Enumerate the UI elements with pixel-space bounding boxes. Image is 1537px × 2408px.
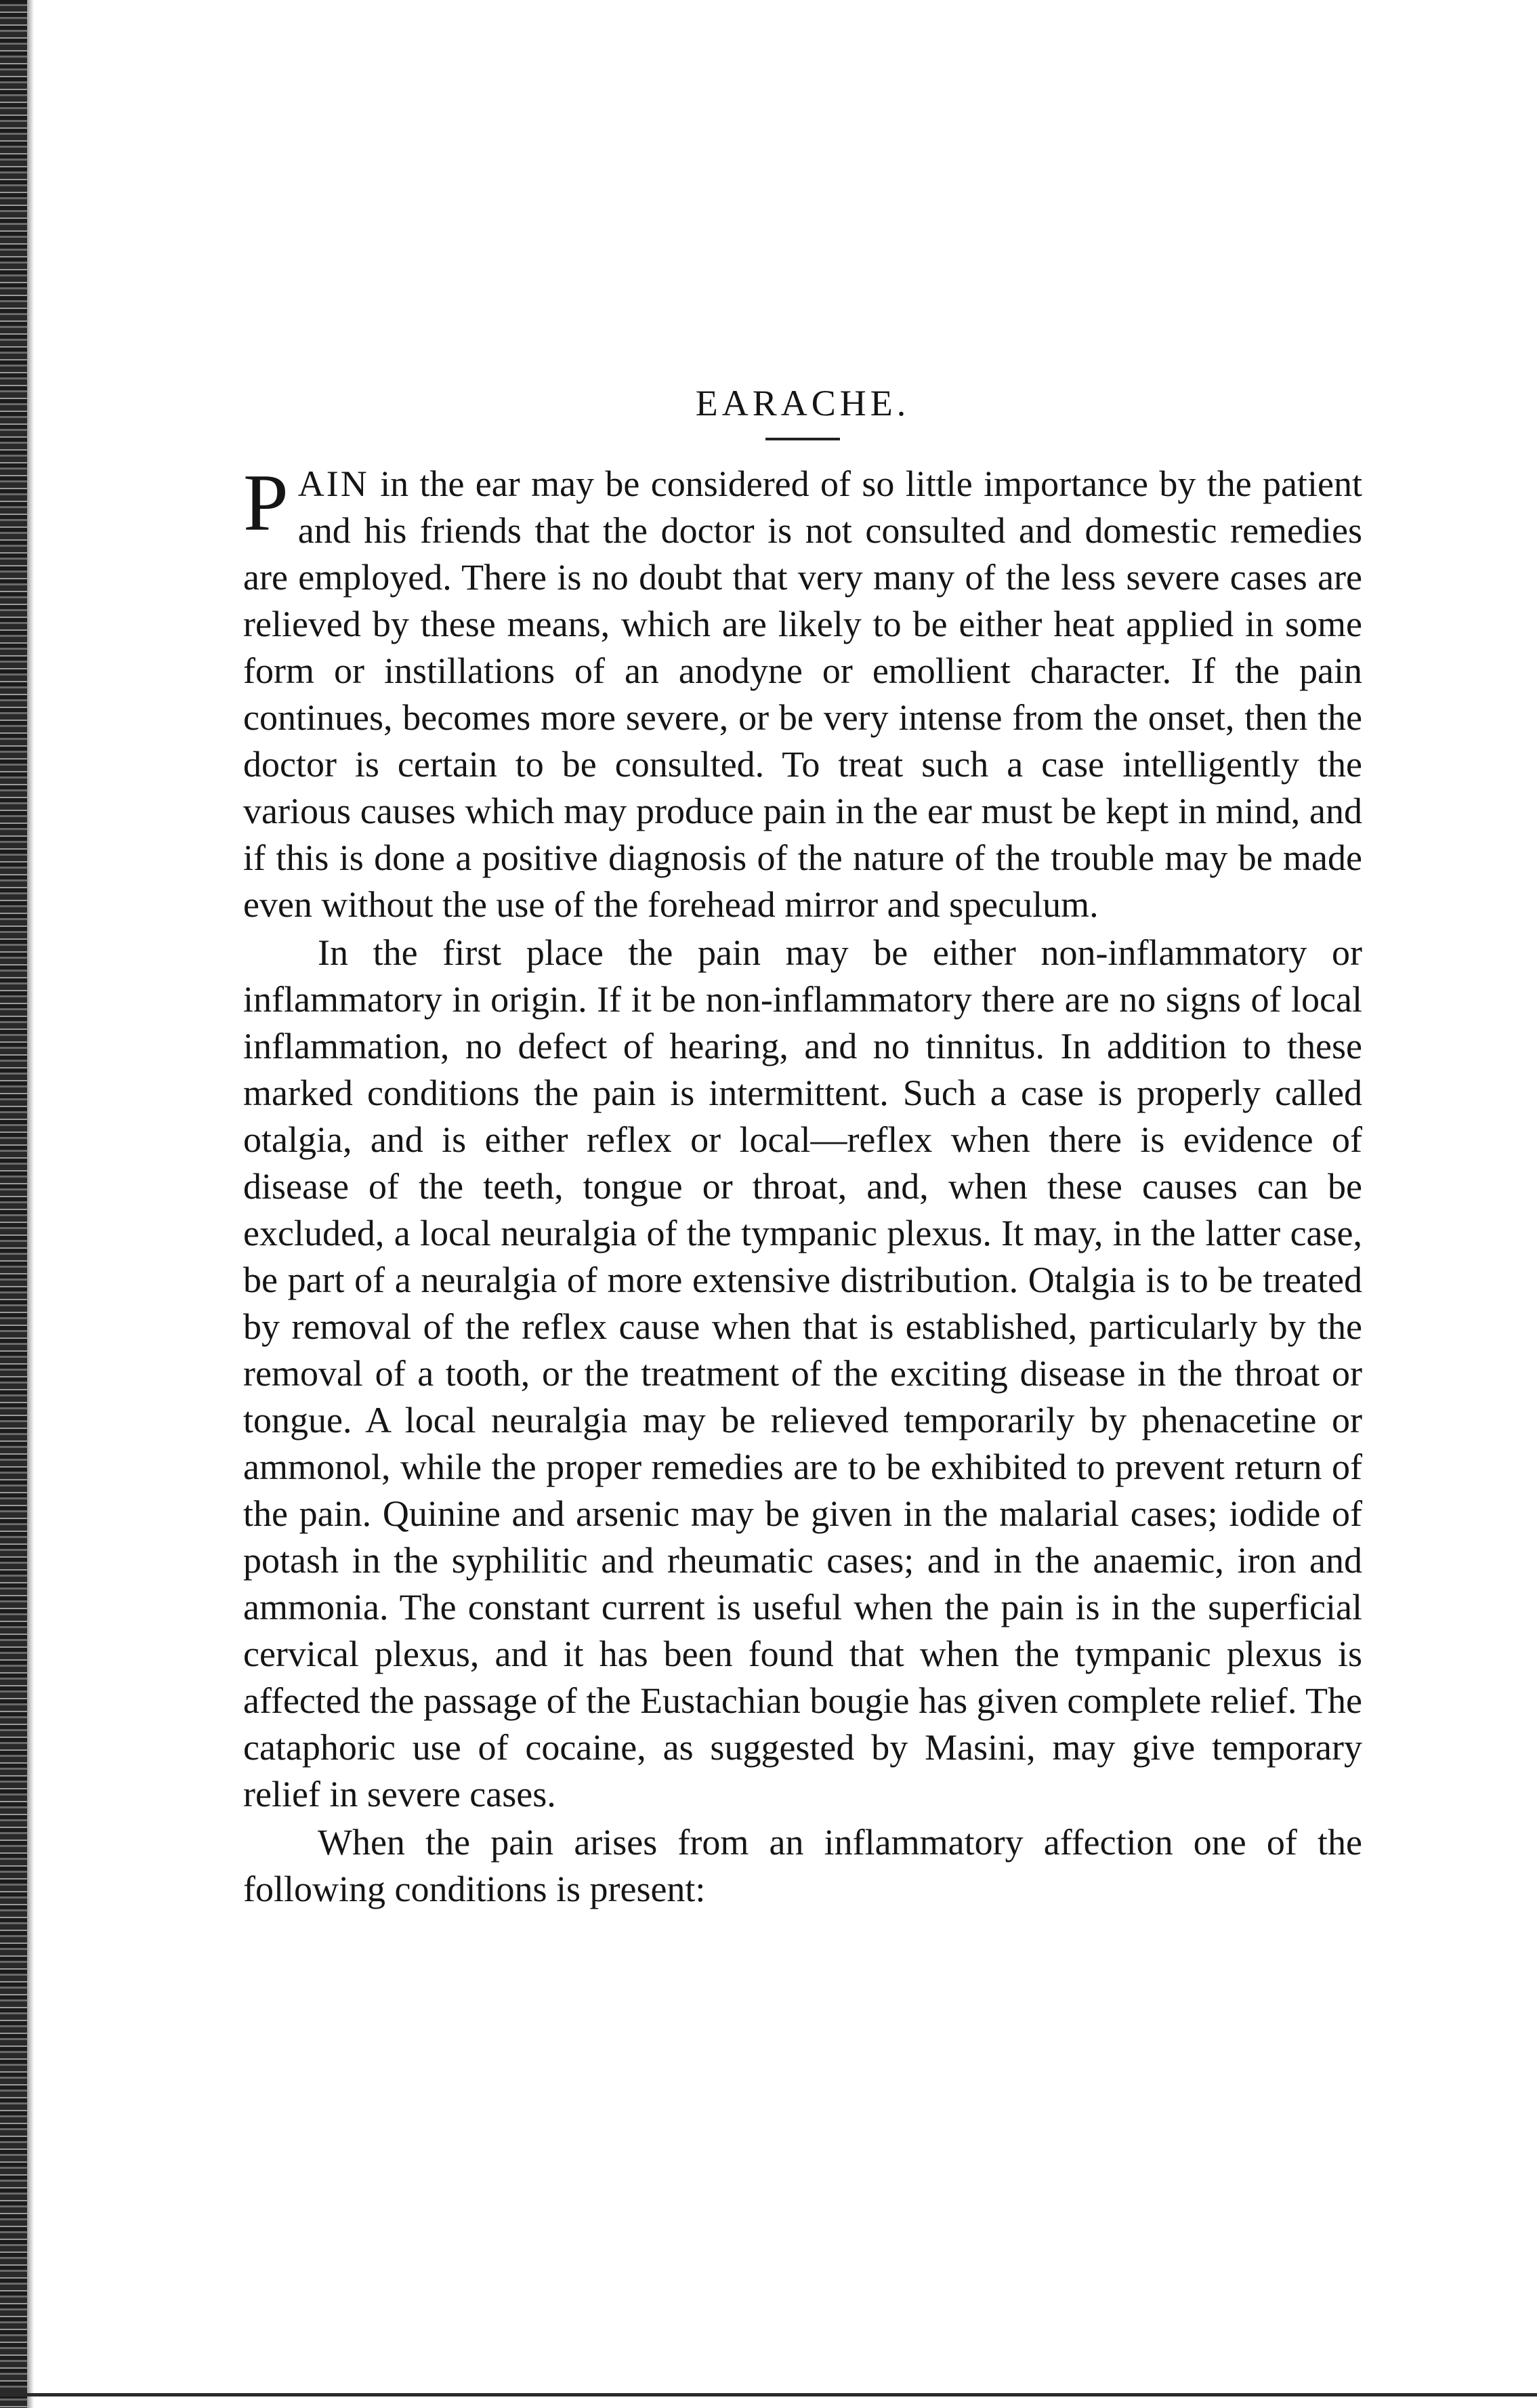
title-rule — [765, 438, 840, 440]
page-bottom-edge — [0, 2393, 1537, 2396]
paragraph-1 — [243, 457, 1362, 928]
paragraph-1-text: in the ear may be considered of so little importance by the patient and his friends that the doctor is not consulted and domestic remedies are employed. There is no doubt that very many of the less severe cases are relieved by these means, which are likely to be either heat applied in some form or instillations of an anodyne or emollient character. If the pain continues, becomes more severe, or be very intense from the onset, then the doctor is certain to be consulted. To treat such a case intelligently the various causes which may produce pain in the ear must be kept in mind, and if this is done a positive diagnosis of the nature of the trouble may be made even without the use of the forehead mirror and speculum. — [243, 463, 1362, 925]
book-spine-edge — [0, 0, 27, 2408]
drop-cap: P — [243, 457, 289, 547]
spine-shadow — [27, 0, 34, 2408]
lead-word: AIN — [297, 463, 369, 504]
paragraph-2: In the first place the pain may be either non-inflammatory or inflammatory in origin. If it be non-inflammatory there are no signs of local inflammation, no defect of hearing, and no tinnitus. In addition to these marked conditions the pain is intermittent. Such a case is properly called otalgia, and is either reflex or local—reflex when there is evidence of disease of the teeth, tongue or throat, and, when these causes can be excluded, a local neuralgia of the tympanic plexus. It may, in the latter case, be part of a neuralgia of more extensive distribution. Otalgia is to be treated by removal of the reflex cause when that is established, particularly by the removal of a tooth, or the treatment of the exciting disease in the throat or tongue. A local neuralgia may be relieved temporarily by phenacetine or ammonol, while the proper remedies are to be exhibited to prevent return of the pain. Quinine and arsenic may be given in the malarial cases; iodide of potash in the syphilitic and rheumatic cases; and in the anaemic, iron and ammonia. The constant current is useful when the pain is in the superficial cervical plexus, and it has been found that when the tympanic plexus is affected the passage of the Eustachian bougie has given complete relief. The cataphoric use of cocaine, as suggested by Masini, may give temporary relief in severe cases. — [243, 932, 1362, 1814]
text-block — [243, 379, 1362, 1913]
page-title: EARACHE. — [695, 383, 910, 423]
paragraph-3: When the pain arises from an inflammatory affection one of the following conditions is present: — [243, 1822, 1362, 1909]
